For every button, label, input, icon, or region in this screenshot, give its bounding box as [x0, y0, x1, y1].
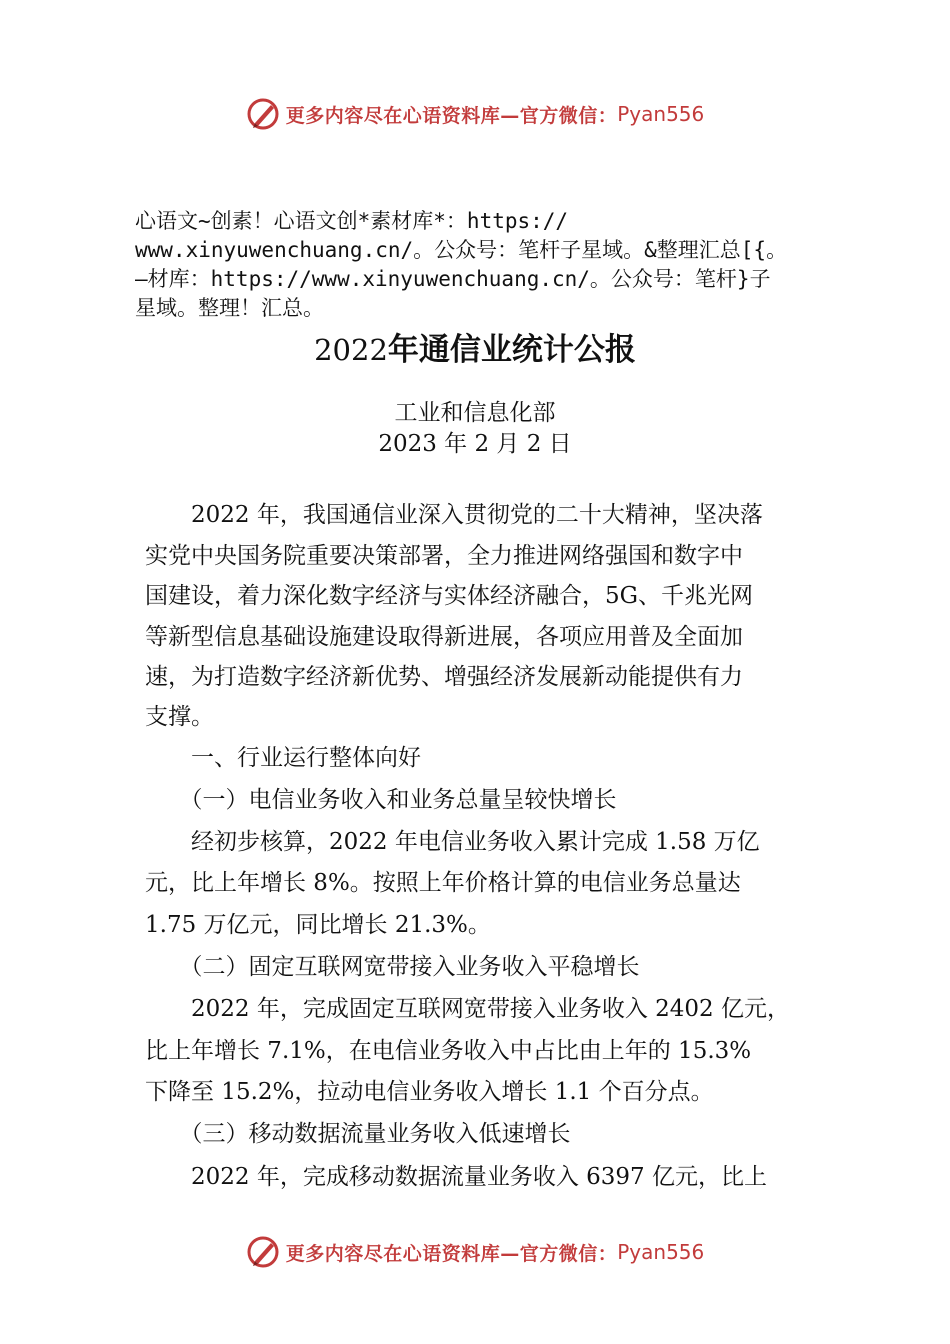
banner-text: 更多内容尽在心语资料库—官方微信：	[285, 1242, 618, 1265]
source-line: 心语文~创素！心语文创*素材库*：https://	[135, 209, 569, 233]
header-banner	[0, 94, 950, 134]
source-line: www.xinyuwenchuang.cn/。公众号：笔杆子星域。&整理汇总[{。	[135, 238, 788, 262]
body-line: 2022 年，完成移动数据流量业务收入 6397 亿元，比上	[145, 1164, 767, 1190]
source-line: —材库：https://www.xinyuwenchuang.cn/。公众号：笔杆}子	[135, 267, 771, 291]
body-line: 速，为打造数字经济新优势、增强经济发展新动能提供有力	[145, 664, 743, 690]
body-line: 实党中央国务院重要决策部署，全力推进网络强国和数字中	[145, 543, 743, 569]
banner-wechat-id: Pyan556	[617, 1240, 705, 1264]
body-line: 等新型信息基础设施建设取得新进展，各项应用普及全面加	[145, 624, 743, 650]
body-line: 1.75 万亿元，同比增长 21.3%。	[145, 912, 491, 938]
body-line: 比上年增长 7.1%，在电信业务收入中占比由上年的 15.3%	[145, 1038, 752, 1064]
title-text: 年通信业统计公报	[387, 332, 636, 368]
pen-logo-icon	[246, 1235, 280, 1269]
body-line: 经初步核算，2022 年电信业务收入累计完成 1.58 万亿	[145, 829, 760, 855]
body-line: 2022 年，完成固定互联网宽带接入业务收入 2402 亿元，	[145, 996, 790, 1022]
title-year: 2022	[314, 333, 388, 367]
banner-wechat-id: Pyan556	[617, 102, 705, 126]
footer-banner	[0, 1232, 950, 1272]
subsection-heading: （三）移动数据流量业务收入低速增长	[145, 1121, 571, 1147]
document-title	[0, 324, 950, 369]
subsection-heading: （一）电信业务收入和业务总量呈较快增长	[145, 787, 617, 813]
section-heading: 一、行业运行整体向好	[145, 745, 421, 771]
issue-date: 2023 年 2 月 2 日	[378, 431, 572, 457]
banner-text: 更多内容尽在心语资料库—官方微信：	[285, 104, 618, 127]
body-line: 支撑。	[145, 704, 214, 730]
body-line: 国建设，着力深化数字经济与实体经济融合，5G、千兆光网	[145, 583, 754, 609]
subsection-heading: （二）固定互联网宽带接入业务收入平稳增长	[145, 954, 640, 980]
source-line: 星域。整理！汇总。	[135, 296, 324, 320]
body-line: 2022 年，我国通信业深入贯彻党的二十大精神，坚决落	[145, 502, 763, 528]
pen-logo-icon	[246, 97, 280, 131]
body-line: 下降至 15.2%，拉动电信业务收入增长 1.1 个百分点。	[145, 1079, 714, 1105]
body-line: 元，比上年增长 8%。按照上年价格计算的电信业务总量达	[145, 870, 741, 896]
source-notice	[135, 207, 855, 323]
issuing-org: 工业和信息化部	[394, 400, 556, 426]
